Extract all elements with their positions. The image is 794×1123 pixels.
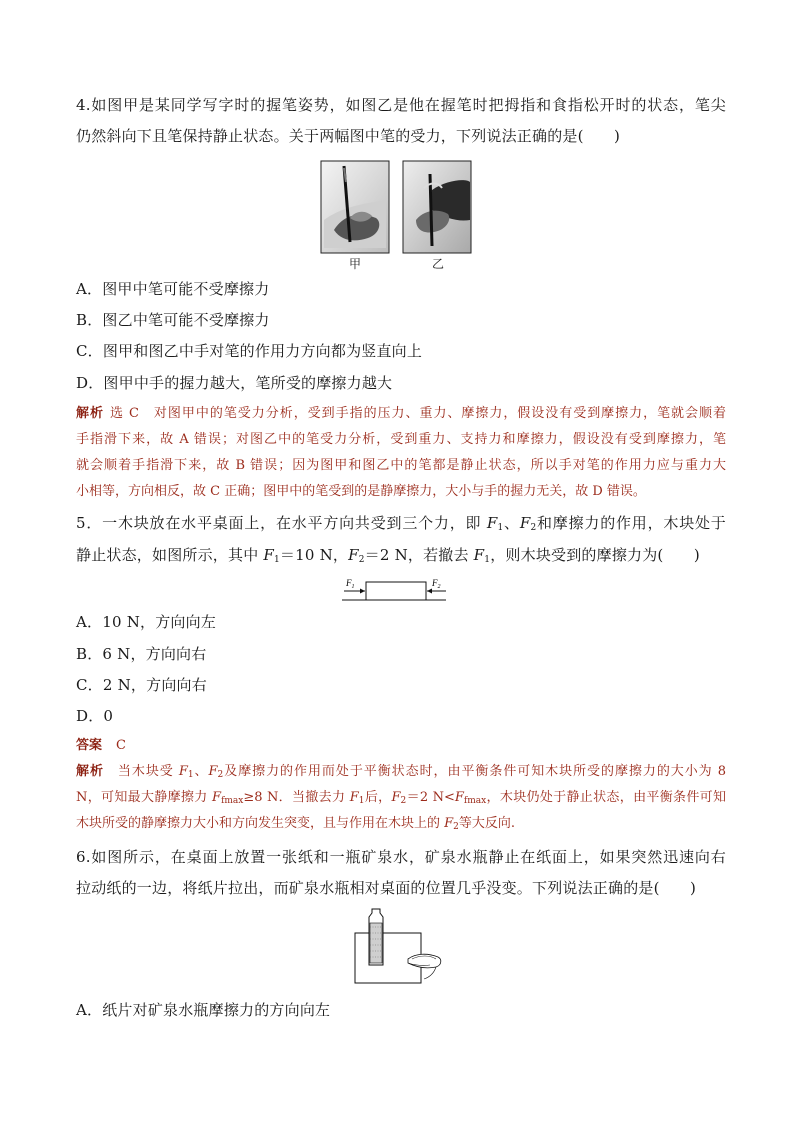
q4-stem-line2: 仍然斜向下且笔保持静止状态。关于两幅图中笔的受力，下列说法正确的是( )	[76, 127, 621, 145]
photo-jia	[321, 161, 389, 253]
q5-solution-line2: N，可知最大静摩擦力 $F_{fmax}\ge 8$ N．当撤去力 $F_1$后，$F_2=2$ $N<F_{fmax}$，木块仍处于静止状态，由平衡条件可知	[76, 790, 726, 806]
q5-stem-line2: 静止状态，如图所示，其中 $F_1=10$ N，$F_2=2$ N，若撤去 $F_1$，则木块受到的摩擦力为( )	[76, 546, 700, 565]
q5-solution-line3: 木块所受的静摩擦力大小和方向发生突变，且与作用在木块上的 $F_2$等大反向.	[76, 816, 516, 832]
water-bottle	[369, 909, 383, 965]
q4-option-c: C．图甲和图乙中手对笔的作用力方向都为竖直向上	[76, 342, 423, 360]
fig-label-jia: 甲	[349, 257, 362, 271]
q4-option-b: B．图乙中笔可能不受摩擦力	[76, 311, 270, 329]
q5-answer	[76, 737, 726, 755]
label-f1: $F_1$	[346, 578, 355, 590]
q5-option-c: C．2 N，方向向右	[76, 676, 207, 694]
q4-solution-line2: 手指滑下来，故 A 错误；对图乙中的笔受力分析，受到重力、支持力和摩擦力，假设没有受到摩擦力，笔	[76, 432, 726, 447]
q4-solution-line1: 解析 选 C 对图甲中的笔受力分析，受到手指的压力、重力、摩擦力，假设没有受到摩擦力，笔就会顺着	[76, 406, 726, 421]
q5-stem-line1: 5．一木块放在水平桌面上，在水平方向共受到三个力，即 $F_1$、$F_2$和摩擦力的作用，木块处于	[76, 514, 727, 533]
q5-option-b: B．6 N，方向向右	[76, 645, 207, 663]
q4-solution-line4: 小相等，方向相反，故 C 正确；图甲中的笔受到的是静摩擦力，大小与手的握力无关，故 D 错误。	[76, 484, 646, 499]
q5-option-d: D．0	[76, 707, 114, 725]
q4-figure	[320, 160, 472, 256]
q5-solution-label: 解析	[76, 764, 104, 779]
q6-option-a: A．纸片对矿泉水瓶摩擦力的方向向左	[76, 1001, 331, 1019]
q4-option-d: D．图甲中手的握力越大，笔所受的摩擦力越大	[76, 374, 393, 392]
q6-stem-line2: 拉动纸的一边，将纸片拉出，而矿泉水瓶相对桌面的位置几乎没变。下列说法正确的是( )	[76, 879, 697, 897]
photo-yi	[403, 161, 471, 253]
q5-answer-label: 答案	[76, 738, 103, 753]
fig-label-yi: 乙	[432, 257, 445, 271]
q6-figure	[350, 903, 450, 987]
label-f2: $F_2$	[432, 578, 441, 590]
wood-block	[366, 582, 426, 600]
q4-solution-line3: 就会顺着手指滑下来，故 B 错误；因为图甲和图乙中的笔都是静止状态，所以手对笔的作用力应与重力大	[76, 458, 726, 473]
q5-solution-line1: 解析 当木块受 $F_1$、$F_2$及摩擦力的作用而处于平衡状态时，由平衡条件可知木块所受的摩擦力的大小为 8	[76, 764, 726, 780]
q4-option-a: A．图甲中笔可能不受摩擦力	[76, 280, 270, 298]
q6-stem-line1: 6.如图所示，在桌面上放置一张纸和一瓶矿泉水，矿泉水瓶静止在纸面上，如果突然迅速向右	[76, 848, 726, 866]
q5-figure	[340, 574, 450, 604]
q4-solution-label: 解析	[76, 406, 104, 421]
q5-option-a: A．10 N，方向向左	[76, 613, 217, 631]
q5-answer-value: C	[116, 738, 126, 753]
q4-stem-line1: 4.如图甲是某同学写字时的握笔姿势，如图乙是他在握笔时把拇指和食指松开时的状态，笔尖	[76, 96, 726, 114]
